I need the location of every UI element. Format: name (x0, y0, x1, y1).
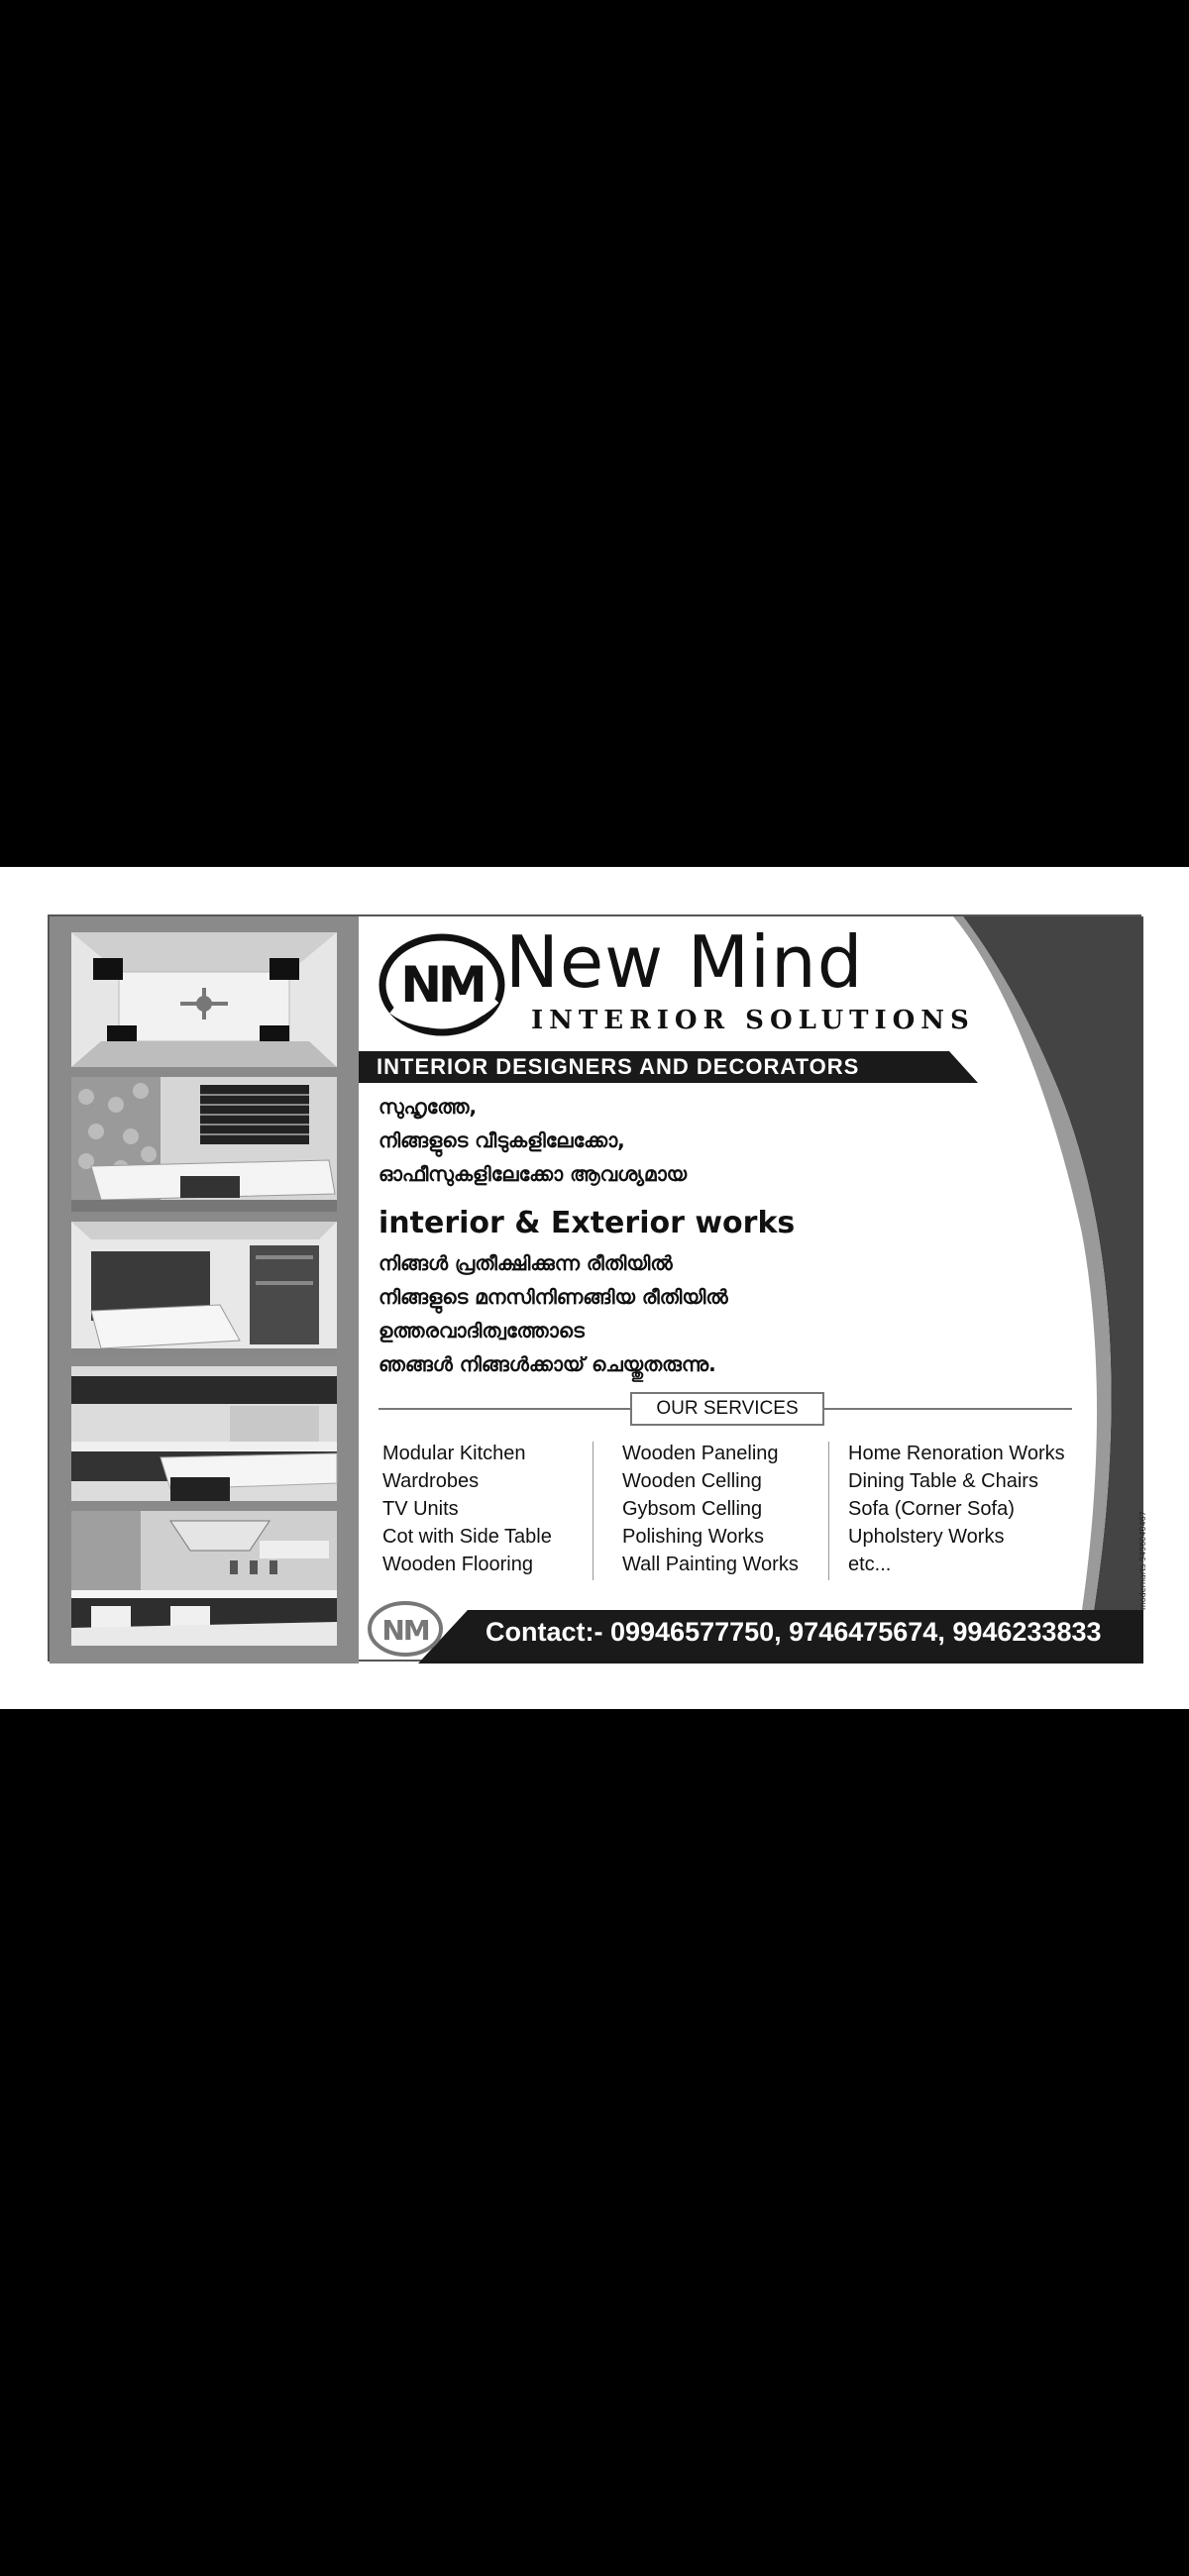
service-item: Wooden Celling (622, 1470, 762, 1492)
bedroom-wardrobe-photo (71, 1222, 337, 1356)
service-item: Sofa (Corner Sofa) (848, 1498, 1015, 1520)
small-logo-monogram: NM (381, 1614, 429, 1647)
service-item: Cot with Side Table (382, 1526, 552, 1548)
service-item: Wooden Paneling (622, 1443, 779, 1464)
services-column-3 (848, 1440, 1065, 1578)
promise-line-4: ഞങ്ങൾ നിങ്ങൾക്കായ് ചെയ്തുതരുന്നു. (378, 1352, 716, 1376)
services-heading: OUR SERVICES (630, 1392, 824, 1426)
service-item: Upholstery Works (848, 1526, 1005, 1548)
column-divider (828, 1442, 829, 1580)
photo-column (50, 916, 359, 1664)
modular-kitchen-photo (71, 1366, 337, 1501)
brand-name: New Mind (505, 920, 864, 1004)
intro-line-1: സുഹൃത്തേ, (378, 1095, 478, 1119)
service-item: Wardrobes (382, 1470, 480, 1492)
service-item: Wall Painting Works (622, 1554, 799, 1575)
promise-line-2: നിങ്ങളുടെ മനസിനിണങ്ങിയ രീതിയിൽ (378, 1285, 728, 1309)
content-panel (359, 916, 1139, 1660)
contact-numbers: Contact:- 09946577750, 9746475674, 9946233833 (486, 1617, 1102, 1647)
side-code: modernarts 9496040467 (1138, 1511, 1147, 1610)
service-item: TV Units (382, 1498, 459, 1520)
column-divider (593, 1442, 594, 1580)
service-item: Wooden Flooring (382, 1554, 533, 1575)
living-room-sofa-photo (71, 1077, 337, 1212)
services-column-1 (382, 1440, 552, 1578)
service-item: Dining Table & Chairs (848, 1470, 1038, 1492)
service-item: Modular Kitchen (382, 1443, 526, 1464)
intro-line-3: ഓഫീസുകളിലേക്കോ ആവശ്യമായ (378, 1162, 688, 1186)
ceiling-lights-photo (71, 932, 337, 1067)
service-item: Gybsom Celling (622, 1498, 763, 1520)
advert-band (0, 867, 1189, 1709)
intro-line-2: നിങ്ങളുടെ വീടുകളിലേക്കോ, (378, 1128, 625, 1152)
promise-line-1: നിങ്ങൾ പ്രതീക്ഷിക്കുന്ന രീതിയിൽ (378, 1251, 673, 1275)
new-mind-logo-icon (378, 930, 505, 1039)
services-column-2 (622, 1440, 799, 1578)
promise-line-3: ഉത്തരവാദിത്വത്തോടെ (378, 1319, 585, 1342)
service-item: etc... (848, 1554, 892, 1575)
brand-subtitle: INTERIOR SOLUTIONS (531, 1006, 975, 1035)
service-item: Polishing Works (622, 1526, 765, 1548)
kitchen-island-photo (71, 1511, 337, 1646)
advert-poster (48, 914, 1147, 1662)
small-logo-icon (365, 1598, 446, 1660)
logo-monogram: NM (400, 956, 484, 1014)
service-item: Home Renoration Works (848, 1443, 1065, 1464)
works-heading: interior & Exterior works (378, 1206, 796, 1240)
tagline: INTERIOR DESIGNERS AND DECORATORS (377, 1054, 860, 1079)
